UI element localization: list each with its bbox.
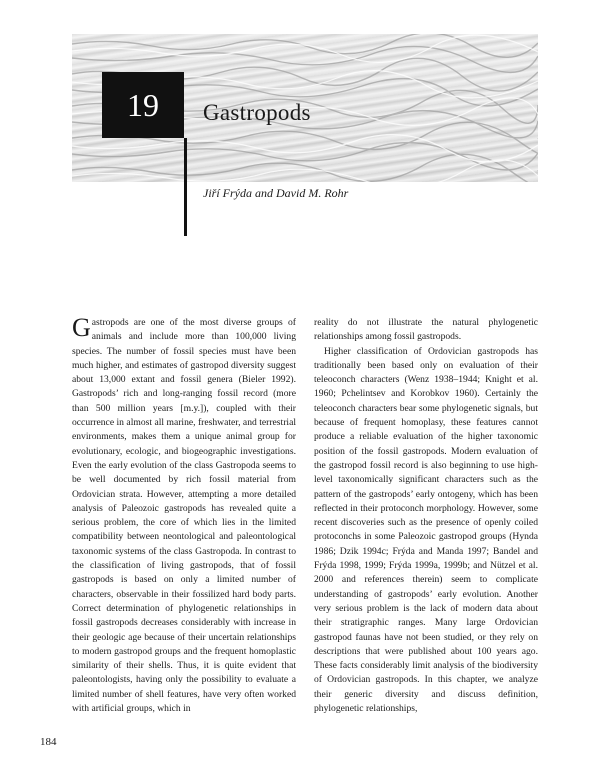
chapter-number: 19	[127, 86, 159, 123]
paragraph-classification: Higher classification of Ordovician gastropods has traditionally been based only on evaluation of their teleoconch characters (Wenz 1938–1944; Knight et al. 1960; Pchelintsev and Korobkov 1960). Certainly the teleoconch characters bear some phylogenetic signals, but because of frequent homoplasy, these features cannot produce a reliable evaluation of the higher taxonomic position of the fossil gastropods. Modern evaluation of the gastropod fossil record is also beginning to use high-level taxonomically significant characters such as the pattern of the gastropods’ early ontogeny, which has been reflected in their protoconch morphology. However, some recent discoveries such as the presence of openly coiled protoconchs in some Paleozoic gastropod groups (Hynda 1986; Dzik 1994c; Frýda and Manda 1997; Bandel and Frýda 1998, 1999; Frýda 1999a, 1999b; and Nützel et al. 2000 and references therein) seem to complicate understanding of gastropods’ early evolution. Another very serious problem is the lack of modern data about their stratigraphic ranges. Many large Ordovician gastropod faunas have not been studied, or they rely on descriptions that were published about 100 years ago. These facts considerably limit analysis of the biodiversity of Ordovician gastropods. In this chapter, we analyze their generic diversity and discuss definition, phylogenetic relationships,	[314, 345, 538, 715]
vertical-rule	[184, 138, 187, 236]
chapter-authors: Jiří Frýda and David M. Rohr	[203, 186, 349, 200]
paragraph-continued: reality do not illustrate the natural phylogenetic relationships among fossil gastropods.	[314, 317, 538, 343]
chapter-title: Gastropods	[203, 100, 311, 125]
left-column	[72, 313, 296, 716]
paragraph-intro	[72, 313, 296, 716]
chapter-number-box	[102, 72, 184, 138]
page-number: 184	[40, 736, 57, 748]
right-column	[314, 316, 538, 716]
paragraph-intro-text: astropods are one of the most diverse groups of animals and include more than 100,000 living species. The number of fossil species must have been much higher, and estimates of gastropod diversity suggest about 13,000 extant and fossil genera (Bieler 1992). Gastropods’ rich and long-ranging fossil record (more than 500 million years [m.y.]), coupled with their occurrence in almost all marine, freshwater, and terrestrial environments, makes them a unique animal group for evolutionary, ecologic, and biogeographic investigations. Even the early evolution of the class Gastropoda seems to be well documented by rich fossil material from Ordovician strata. However, attempting a more detailed analysis of Paleozoic gastropods has revealed quite a serious problem, the core of which lies in the limited compatibility between neontological and paleontological taxonomic systems of the class Gastropoda. In contrast to the classification of living gastropods, that of fossil gastropods is based on only a limited number of characters, observable in their fossilized hard body parts. Correct determination of phylogenetic relationships in fossil gastropods decreases considerably with increase in their geologic age because of their uncertain relationships to modern gastropod groups and the frequent homoplastic similarity of their shells. Thus, it is quite evident that paleontologists, having only the possibility to evaluate a limited number of shell features, have very often worked with artificial groups, which in	[72, 317, 296, 715]
dropcap: G	[72, 313, 91, 342]
